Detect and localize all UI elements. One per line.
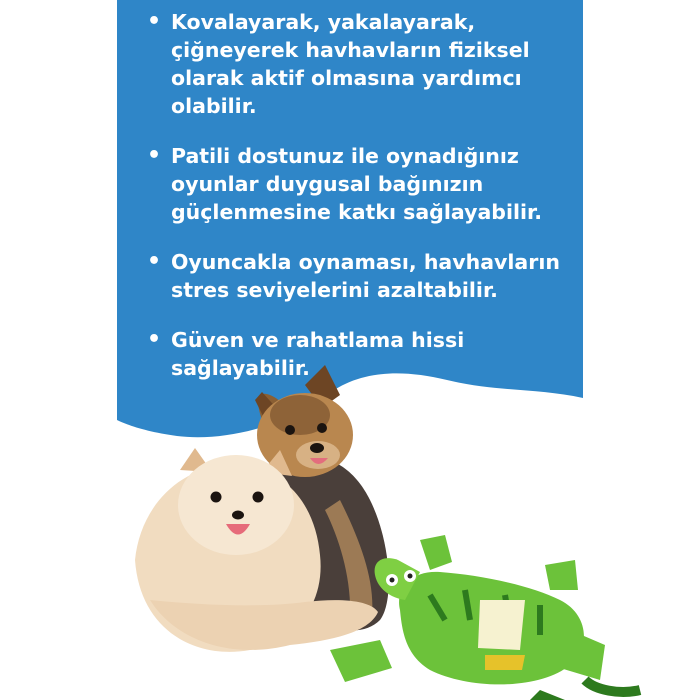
- bullet-dot: •: [147, 9, 162, 34]
- bullet-dot: •: [147, 143, 162, 168]
- benefit-text: Oyuncakla oynaması, havhavların stres seviyelerini azaltabilir.: [171, 250, 560, 302]
- benefit-text: Güven ve rahatlama hissi sağlayabilir.: [171, 328, 465, 380]
- benefit-text: Patili dostunuz ile oynadığınız oyunlar duygusal bağınızın güçlenmesine katkı sağlayabilir.: [171, 144, 543, 224]
- benefit-text: Kovalayarak, yakalayarak, çiğneyerek havhavların fiziksel olarak aktif olmasına yardımcı olabilir.: [171, 10, 530, 118]
- bullet-dot: •: [147, 249, 162, 274]
- bullet-dot: •: [147, 327, 162, 352]
